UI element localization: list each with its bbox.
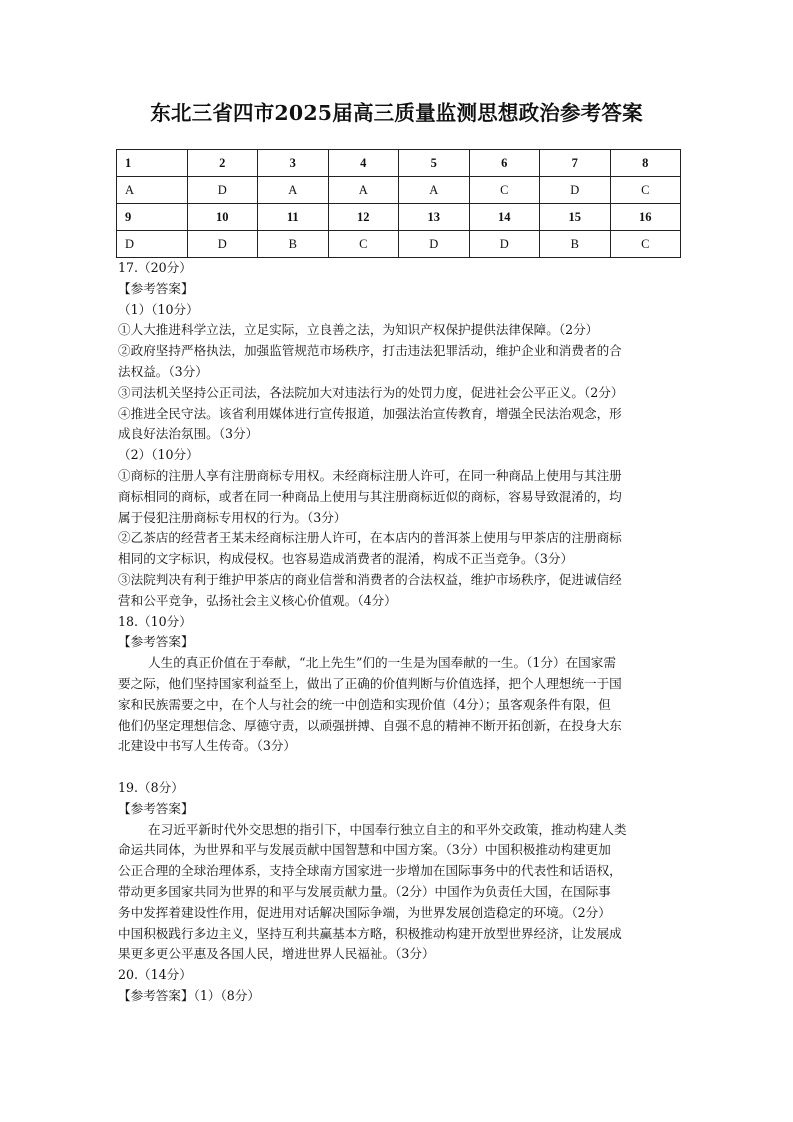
answer-cell: D (469, 231, 540, 258)
answer-content (118, 258, 684, 1007)
answer-cell: C (610, 231, 681, 258)
question-17-reference-label: 【参考答案】 (118, 280, 194, 296)
answer-line: 命运共同体，为世界和平与发展贡献中国智慧和中国方案。（3分）中国积极推动构建更加 (118, 842, 611, 858)
answer-line: 在习近平新时代外交思想的指引下，中国奉行独立自主的和平外交政策，推动构建人类 (148, 821, 627, 837)
question-number-cell: 11 (258, 204, 329, 231)
answer-cell: D (540, 177, 611, 204)
question-number-cell: 9 (117, 204, 188, 231)
answer-line: 营和公平竞争，弘扬社会主义核心价值观。（4分） (118, 592, 397, 608)
question-18-header: 18.（10分） (118, 613, 192, 629)
question-17-header: 17.（20分） (118, 260, 192, 275)
answer-line: ③司法机关坚持公正司法，各法院加大对违法行为的处罚力度，促进社会公平正义。（2分） (118, 384, 624, 400)
answer-line: 中国积极践行多边主义，坚持互利共赢基本方略，积极推动构建开放型世界经济，让发展成 (118, 925, 622, 941)
answer-cell: C (328, 231, 399, 258)
question-20-section (118, 965, 684, 1007)
question-18-section (118, 612, 684, 758)
question-20-header: 20.（14分） (118, 967, 192, 983)
question-number-cell: 14 (469, 204, 540, 231)
question-number-cell: 3 (258, 150, 329, 177)
answer-cell: C (469, 177, 540, 204)
question-number-cell: 10 (187, 204, 258, 231)
question-number-row (117, 150, 681, 177)
answer-cell: D (187, 177, 258, 204)
question-number-cell: 12 (328, 204, 399, 231)
question-17-part-2-header: （2）（10分） (118, 447, 199, 463)
answer-line: 人生的真正价值在于奉献，“北上先生”们的一生是为国奉献的一生。（1分）在国家需 (148, 655, 616, 671)
answer-line: 公正合理的全球治理体系，支持全球南方国家进一步增加在国际事务中的代表性和话语权， (118, 863, 622, 879)
multiple-choice-answer-table (116, 149, 681, 258)
answer-row (117, 231, 681, 258)
question-19-header: 19.（8分） (118, 779, 184, 795)
answer-line: 北建设中书写人生传奇。（3分） (118, 738, 297, 754)
answer-cell: D (117, 231, 188, 258)
answer-cell: D (399, 231, 470, 258)
answer-line: 他们仍坚定理想信念、厚德守责，以顽强拼搏、自强不息的精神不断开拓创新，在投身大东 (118, 717, 622, 733)
answer-line: 家和民族需要之中，在个人与社会的统一中创造和实现价值（4分）；虽客观条件有限，但 (118, 696, 611, 712)
answer-cell: B (258, 231, 329, 258)
question-number-cell: 5 (399, 150, 470, 177)
answer-line: 果更多更公平惠及各国人民，增进世界人民福祉。（3分） (118, 946, 435, 962)
answer-line: ②政府坚持严格执法，加强监管规范市场秩序，打击违法犯罪活动，维护企业和消费者的合 (118, 343, 622, 359)
question-number-cell: 8 (610, 150, 681, 177)
answer-line: 法权益。（3分） (118, 363, 208, 379)
answer-line: ①人大推进科学立法，立足实际，立良善之法，为知识产权保护提供法律保障。（2分） (118, 322, 599, 338)
answer-cell: A (399, 177, 470, 204)
answer-cell: A (117, 177, 188, 204)
answer-cell: C (610, 177, 681, 204)
answer-cell: A (328, 177, 399, 204)
question-number-cell: 16 (610, 204, 681, 231)
answer-cell: D (187, 231, 258, 258)
question-17-section (118, 258, 684, 612)
answer-row (117, 177, 681, 204)
answer-line: 属于侵犯注册商标专用权的行为。（3分） (118, 509, 347, 525)
answer-line: ①商标的注册人享有注册商标专用权。未经商标注册人许可，在同一种商品上使用与其注册 (118, 467, 622, 483)
answer-line: 成良好法治氛围。（3分） (118, 426, 259, 442)
question-number-row (117, 204, 681, 231)
question-number-cell: 1 (117, 150, 188, 177)
question-18-reference-label: 【参考答案】 (118, 634, 194, 650)
question-number-cell: 7 (540, 150, 611, 177)
question-number-cell: 4 (328, 150, 399, 177)
question-20-reference-line (118, 986, 684, 1007)
answer-line: 务中发挥着建设性作用，促进用对话解决国际争端，为世界发展创造稳定的环境。（2分） (118, 904, 611, 920)
document-title: 东北三省四市2025届高三质量监测思想政治参考答案 (150, 101, 643, 125)
answer-line: 带动更多国家共同为世界的和平与发展贡献力量。（2分）中国作为负责任大国，在国际事 (118, 883, 611, 899)
question-number-cell: 15 (540, 204, 611, 231)
question-20-reference-label: 【参考答案】 (118, 987, 194, 1003)
answer-cell: A (258, 177, 329, 204)
question-number-cell: 2 (187, 150, 258, 177)
question-19-section (118, 778, 684, 965)
question-20-part-1-header: （1）（8分） (193, 987, 260, 1003)
answer-line: 要之际，他们坚持国家利益至上，做出了正确的价值判断与价值选择，把个人理想统一于国 (118, 675, 622, 691)
answer-line: ④推进全民守法。该省利用媒体进行宣传报道，加强法治宣传教育，增强全民法治观念，形 (118, 405, 622, 421)
answer-line: 商标相同的商标，或者在同一种商品上使用与其注册商标近似的商标，容易导致混淆的，均 (118, 488, 622, 504)
answer-line: ②乙茶店的经营者王某未经商标注册人许可，在本店内的普洱茶上使用与甲茶店的注册商标 (118, 530, 622, 546)
answer-cell: B (540, 231, 611, 258)
question-19-reference-label: 【参考答案】 (118, 800, 194, 816)
answer-line: 相同的文字标识，构成侵权。也容易造成消费者的混淆，构成不正当竞争。（3分） (118, 551, 574, 567)
answer-line: ③法院判决有利于维护甲茶店的商业信誉和消费者的合法权益，维护市场秩序，促进诚信经 (118, 571, 622, 587)
question-number-cell: 13 (399, 204, 470, 231)
question-17-part-1-header: （1）（10分） (118, 301, 199, 317)
question-number-cell: 6 (469, 150, 540, 177)
